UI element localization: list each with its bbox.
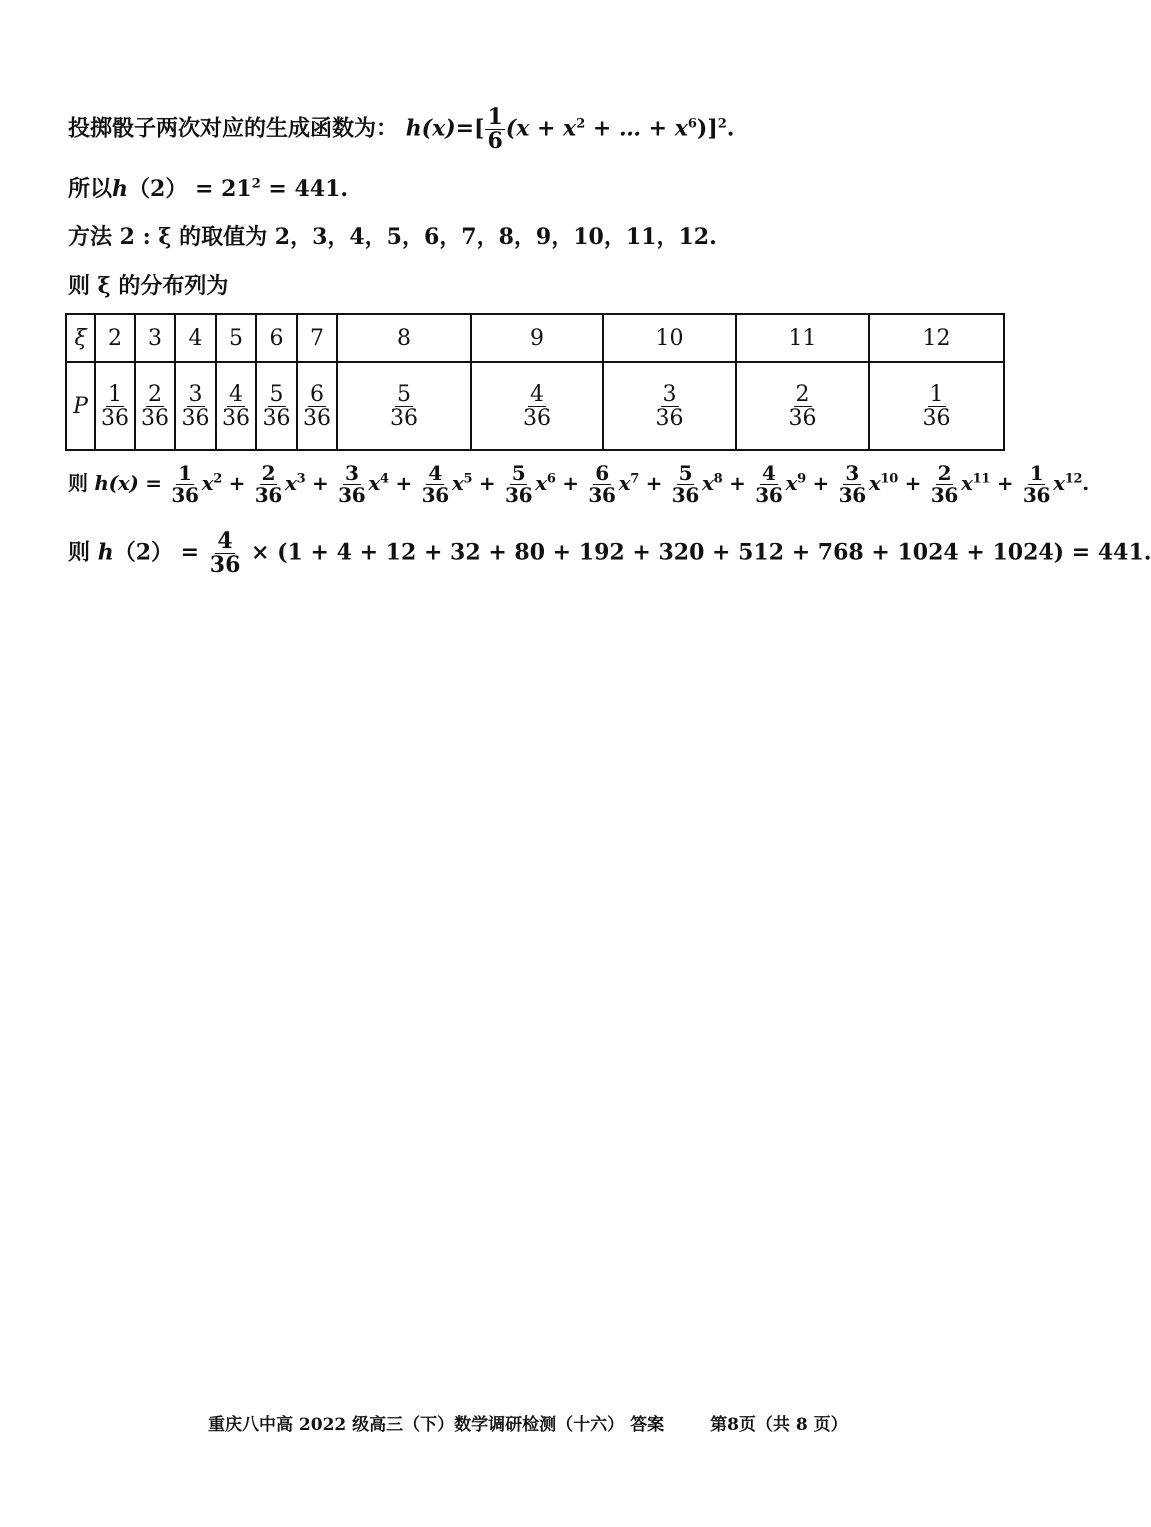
sum-frac-den: 36: [209, 552, 241, 579]
term-var: x: [868, 471, 881, 495]
p-cell: [297, 362, 337, 450]
term-num: 4: [762, 461, 776, 485]
p-num: 4: [229, 381, 243, 407]
sum-arg: （2）: [113, 539, 173, 566]
plus-sign: +: [639, 471, 669, 495]
footer-title: 重庆八中高 2022 级高三（下）数学调研检测（十六） 答案: [208, 1415, 665, 1435]
term-den: 36: [171, 483, 199, 507]
term-exp: 5: [463, 471, 473, 487]
p-cell: [135, 362, 175, 450]
p-den: 36: [181, 405, 210, 431]
sum-prefix: 则: [68, 539, 91, 566]
term-fraction: [753, 463, 784, 506]
term-den: 36: [838, 483, 866, 507]
term-exp: 6: [546, 471, 556, 487]
generating-function-line: [68, 106, 734, 153]
xi-cell: 10: [603, 314, 736, 362]
term-var: x: [618, 471, 631, 495]
term-fraction: [336, 463, 367, 506]
polynomial-term: [752, 461, 806, 507]
term-num: 2: [937, 461, 952, 485]
term-exp: 3: [296, 471, 306, 487]
hx-terms: [168, 461, 1083, 507]
p-den: 36: [141, 405, 169, 431]
p-den: 36: [655, 405, 684, 431]
gf-close: )]: [696, 115, 718, 142]
term-var: x: [961, 471, 973, 495]
p-den: 36: [303, 405, 331, 431]
xi-cell: 12: [869, 314, 1004, 362]
term-den: 36: [1022, 483, 1051, 507]
polynomial-term: [335, 461, 389, 507]
term-fraction: [586, 463, 617, 506]
gf-frac-den: 6: [487, 128, 503, 155]
p-num: 5: [397, 381, 411, 407]
gf-fraction: [485, 106, 504, 153]
term-num: 6: [595, 461, 609, 485]
p-cell: [337, 362, 471, 450]
footer-page-number: 第8页（共 8 页）: [710, 1415, 848, 1435]
term-var: x: [368, 471, 381, 495]
term-exp: 11: [972, 471, 991, 487]
gf-mid: + … + x: [585, 115, 688, 142]
term-den: 36: [504, 483, 533, 507]
xi-cell: 6: [256, 314, 297, 362]
p-den: 36: [101, 405, 129, 431]
term-den: 36: [755, 483, 783, 507]
xi-cell: 4: [175, 314, 216, 362]
p-cell: [736, 362, 869, 450]
p-den: 36: [222, 405, 250, 431]
term-fraction: [1021, 463, 1052, 506]
p-cell: [216, 362, 256, 450]
term-exp: 10: [880, 471, 898, 487]
term-fraction: [929, 463, 960, 506]
term-num: 1: [178, 461, 192, 485]
term-exp: 2: [213, 471, 222, 487]
hx-prefix: 则: [68, 471, 88, 495]
term-var: x: [785, 471, 798, 495]
h2-prefix: 所以: [68, 176, 113, 202]
distribution-table: [65, 313, 1005, 451]
h2-eq: = 21: [187, 176, 252, 202]
h2-sum-line: [68, 530, 1151, 577]
gf-inner-open: (x + x: [505, 115, 577, 142]
gf-exp2: 6: [687, 116, 697, 132]
term-exp: 9: [797, 471, 806, 487]
polynomial-term: [168, 461, 222, 507]
p-num: 3: [662, 381, 677, 407]
gf-lhs: h(x): [405, 115, 456, 142]
term-den: 36: [338, 483, 366, 507]
p-cell: [869, 362, 1004, 450]
polynomial-term: [252, 461, 306, 507]
term-exp: 12: [1064, 471, 1083, 487]
polynomial-term: [836, 461, 898, 507]
term-fraction: [420, 463, 451, 506]
plus-sign: +: [897, 471, 928, 495]
gf-end: .: [726, 115, 735, 142]
xi-row: [66, 314, 1004, 362]
term-num: 3: [344, 461, 359, 485]
xi-cell: 2: [95, 314, 135, 362]
plus-sign: +: [555, 471, 586, 495]
term-exp: 8: [713, 471, 723, 487]
plus-sign: +: [990, 471, 1020, 495]
gf-frac-num: 1: [487, 104, 503, 130]
h2-func: h: [112, 176, 129, 202]
p-den: 36: [262, 405, 291, 431]
h2-arg: （2）: [128, 176, 188, 202]
p-cell: [603, 362, 736, 450]
term-exp: 7: [630, 471, 639, 487]
plus-sign: +: [221, 471, 252, 495]
plus-sign: +: [805, 471, 836, 495]
term-fraction: [837, 463, 868, 506]
sum-fraction: [208, 530, 243, 577]
p-den: 36: [788, 405, 817, 431]
p-num: 1: [108, 381, 122, 407]
hx-polynomial-line: [68, 463, 1089, 506]
term-num: 5: [511, 461, 526, 485]
p-num: 2: [148, 381, 162, 407]
term-var: x: [451, 471, 464, 495]
polynomial-term: [928, 461, 991, 507]
p-num: 4: [530, 381, 544, 407]
term-num: 2: [261, 461, 276, 485]
polynomial-term: [419, 461, 473, 507]
p-den: 36: [523, 405, 551, 431]
term-var: x: [285, 471, 297, 495]
sum-frac-num: 4: [217, 528, 233, 554]
xi-cell: 7: [297, 314, 337, 362]
p-cell: [175, 362, 216, 450]
plus-sign: +: [388, 471, 419, 495]
term-var: x: [702, 471, 714, 495]
polynomial-term: [669, 461, 723, 507]
term-var: x: [535, 471, 547, 495]
distribution-intro-line: 则 ξ 的分布列为: [68, 273, 229, 299]
sum-eq: =: [173, 539, 200, 566]
p-num: 3: [188, 381, 203, 407]
h2-exp: 2: [251, 176, 261, 192]
p-header: P: [66, 362, 95, 450]
plus-sign: +: [722, 471, 753, 495]
sum-rest: × (1 + 4 + 12 + 32 + 80 + 192 + 320 + 512 + 768 + 1024 + 1024) = 441.: [243, 539, 1151, 566]
polynomial-term: [1020, 461, 1083, 507]
term-exp: 4: [380, 471, 389, 487]
term-den: 36: [930, 483, 958, 507]
term-num: 1: [1029, 461, 1044, 485]
method2-line: 方法 2 : ξ 的取值为 2，3，4，5，6，7，8，9，10，11，12.: [68, 224, 717, 250]
p-cell: [256, 362, 297, 450]
gf-exp3: 2: [717, 116, 727, 132]
p-num: 6: [310, 381, 324, 407]
p-den: 36: [390, 405, 418, 431]
hx-lhs: h(x) =: [94, 471, 162, 495]
p-num: 2: [795, 381, 810, 407]
page-footer: [208, 1410, 848, 1435]
p-row: [66, 362, 1004, 450]
sum-func: h: [97, 539, 114, 566]
polynomial-term: [502, 461, 556, 507]
p-cell: [471, 362, 603, 450]
term-fraction: [253, 463, 284, 506]
gf-exp1: 2: [576, 116, 586, 132]
p-num: 1: [929, 381, 944, 407]
plus-sign: +: [305, 471, 336, 495]
polynomial-term: [585, 461, 639, 507]
term-num: 4: [428, 461, 442, 485]
term-num: 3: [845, 461, 860, 485]
term-num: 5: [678, 461, 693, 485]
hx-end: .: [1082, 471, 1089, 495]
xi-header: ξ: [66, 314, 95, 362]
xi-cell: 3: [135, 314, 175, 362]
p-den: 36: [922, 405, 951, 431]
term-den: 36: [671, 483, 700, 507]
term-fraction: [169, 463, 200, 506]
xi-cell: 8: [337, 314, 471, 362]
p-num: 5: [269, 381, 284, 407]
gf-eq: =[: [455, 115, 485, 142]
term-var: x: [201, 471, 214, 495]
p-cell: [95, 362, 135, 450]
term-var: x: [1053, 471, 1065, 495]
gf-prefix: 投掷骰子两次对应的生成函数为：: [68, 115, 399, 142]
term-den: 36: [421, 483, 449, 507]
xi-cell: 9: [471, 314, 603, 362]
term-fraction: [670, 463, 701, 506]
xi-cell: 5: [216, 314, 256, 362]
xi-cell: 11: [736, 314, 869, 362]
h2-result-line: [68, 176, 348, 202]
term-den: 36: [588, 483, 616, 507]
term-den: 36: [254, 483, 282, 507]
plus-sign: +: [472, 471, 502, 495]
term-fraction: [503, 463, 534, 506]
h2-result: = 441.: [260, 176, 349, 202]
